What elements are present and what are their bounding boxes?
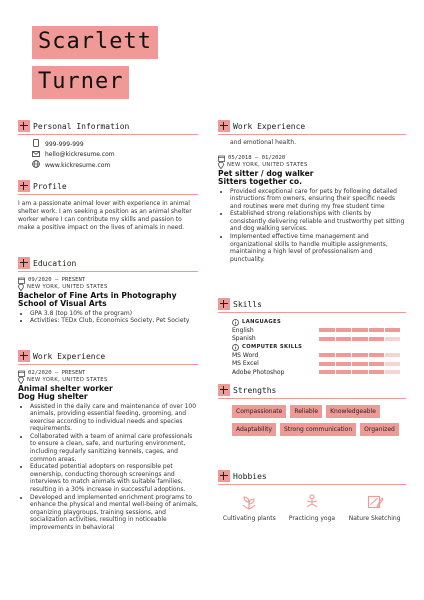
work-location: NEW YORK, UNITED STATES bbox=[218, 162, 406, 170]
section-header bbox=[218, 469, 406, 485]
school-name: School of Visual Arts bbox=[18, 299, 107, 308]
skill-name: Spanish bbox=[232, 335, 256, 343]
work-date: 02/2020 – PRESENT bbox=[18, 369, 198, 377]
work-section-left bbox=[18, 349, 198, 532]
job-title: Animal shelter worker bbox=[18, 383, 113, 393]
section-title: Work Experience bbox=[33, 351, 106, 361]
employer-name: Sitters together co. bbox=[218, 177, 303, 186]
section-title: Hobbies bbox=[233, 471, 267, 481]
website-text[interactable]: www.kickresume.com bbox=[45, 161, 111, 169]
hobby-list bbox=[218, 493, 406, 523]
plus-icon bbox=[18, 180, 30, 192]
skill-row bbox=[232, 335, 400, 344]
calendar-icon bbox=[18, 370, 25, 377]
education-bullets bbox=[18, 310, 198, 325]
profile-text: I am a passionate animal lover with experience in animal shelter work. I am seeking a position as an animal shelter worker where I can contribute my skills and passion to make a positive impact on the lives of animals in need. bbox=[18, 200, 192, 231]
section-title: Skills bbox=[233, 299, 262, 309]
plus-icon bbox=[18, 120, 30, 132]
hobby-item: Nature Sketching bbox=[346, 493, 404, 523]
hobby-item: Practicing yoga bbox=[283, 493, 341, 523]
list-item: • Collaborated with a team of animal care professionals to ensure a clean, safe, and nurturing environment, including regularly sanitizing kennels, cages, and common areas. bbox=[30, 433, 198, 463]
skill-name: MS Word bbox=[232, 351, 259, 359]
sketch-icon bbox=[366, 493, 384, 511]
list-item: • Implemented effective time management and organizational skills to handle multiple assignments, maintaining a high level of professionalism and punctuality. bbox=[230, 233, 406, 263]
phone-icon bbox=[32, 139, 40, 151]
personal-section bbox=[18, 119, 198, 172]
work-bullets bbox=[18, 403, 198, 532]
list-item: • Developed and implemented enrichment programs to enhance the physical and mental well-being of animals, organizing playgroups, training sessions, and socialization activities, resulting in noticeable improvements in behavioral bbox=[30, 494, 198, 532]
work-section-right bbox=[218, 119, 406, 263]
section-header bbox=[18, 256, 198, 272]
skill-level-bar bbox=[319, 370, 400, 374]
strength-tags bbox=[218, 405, 406, 436]
hobbies-section bbox=[218, 469, 406, 523]
section-header bbox=[218, 297, 406, 313]
plus-icon bbox=[18, 350, 30, 362]
list-item: • GPA 3.8 (top 10% of the program) bbox=[30, 310, 198, 318]
section-title: Profile bbox=[33, 181, 67, 191]
strength-tag: Adaptability bbox=[232, 423, 276, 436]
skill-level-fill bbox=[319, 328, 400, 332]
calendar-icon bbox=[18, 277, 25, 284]
section-header bbox=[18, 349, 198, 365]
plus-icon bbox=[218, 298, 230, 310]
strengths-section bbox=[218, 383, 406, 436]
strength-tag: Strong communication bbox=[280, 423, 356, 436]
skill-row bbox=[232, 368, 400, 377]
strength-tag: Organized bbox=[360, 423, 399, 436]
section-header bbox=[18, 179, 198, 195]
skill-name: MS Excel bbox=[232, 360, 259, 368]
list-item: • Established strong relationships with clients by consistently delivering reliable and trustworthy pet sitting and dog walking services. bbox=[230, 210, 406, 233]
strength-tag: Reliable bbox=[290, 405, 322, 418]
job-title: Pet sitter / dog walker bbox=[218, 168, 314, 178]
languages-label: LANGUAGES bbox=[232, 318, 400, 326]
phone-text: 999-999-999 bbox=[45, 140, 84, 148]
mail-icon bbox=[32, 151, 40, 161]
hobby-item: Cultivating plants bbox=[220, 493, 278, 523]
plus-icon bbox=[218, 384, 230, 396]
website-row[interactable] bbox=[32, 160, 198, 172]
plus-icon bbox=[218, 120, 230, 132]
skill-level-bar bbox=[319, 328, 400, 332]
info-icon bbox=[232, 344, 239, 351]
skill-level-bar bbox=[319, 337, 400, 341]
plus-icon bbox=[18, 257, 30, 269]
skill-name: English bbox=[232, 326, 254, 334]
work-bullets bbox=[218, 188, 406, 264]
email-row[interactable] bbox=[32, 151, 198, 161]
calendar-icon bbox=[218, 155, 225, 162]
education-location: NEW YORK, UNITED STATES bbox=[18, 284, 198, 292]
list-item: • Educated potential adopters on responsible pet ownership, conducting thorough screenings and interviews to match animals with suitable families, resulting in a 30% increase in successful adoptions. bbox=[30, 463, 198, 493]
skill-row bbox=[232, 360, 400, 369]
skill-level-bar bbox=[319, 362, 400, 366]
section-header bbox=[18, 119, 198, 135]
section-title: Education bbox=[33, 258, 77, 268]
work-date: 05/2018 – 01/2020 bbox=[218, 154, 406, 162]
section-title: Work Experience bbox=[233, 121, 306, 131]
skill-level-bar bbox=[319, 353, 400, 357]
info-icon bbox=[232, 319, 239, 326]
computer-skills-label: COMPUTER SKILLS bbox=[232, 343, 400, 351]
list-item: • Assisted in the daily care and maintenance of over 100 animals, providing essential feeding, grooming, and exercise according to individual needs and species requirements. bbox=[30, 403, 198, 433]
strength-tag: Compassionate bbox=[232, 405, 286, 418]
plant-icon bbox=[240, 493, 258, 511]
list-item: • Activities: TEDx Club, Economics Society, Pet Society bbox=[30, 317, 198, 325]
section-header bbox=[218, 383, 406, 399]
phone-row bbox=[32, 139, 198, 151]
first-name: Scarlett bbox=[32, 26, 158, 59]
globe-icon bbox=[32, 160, 40, 172]
skills-section bbox=[218, 297, 406, 377]
education-section bbox=[18, 256, 198, 325]
last-name: Turner bbox=[32, 66, 129, 99]
education-date: 09/2020 – PRESENT bbox=[18, 276, 198, 284]
work-continued-text: and emotional health. bbox=[230, 139, 297, 146]
plus-icon bbox=[218, 470, 230, 482]
profile-section bbox=[18, 179, 198, 232]
section-title: Personal Information bbox=[33, 121, 130, 131]
skill-name: Adobe Photoshop bbox=[232, 368, 285, 376]
skill-row bbox=[232, 326, 400, 335]
section-title: Strengths bbox=[233, 385, 277, 395]
email-text[interactable]: hello@kickresume.com bbox=[45, 151, 115, 158]
employer-name: Dog Hug shelter bbox=[18, 392, 88, 401]
skill-row bbox=[232, 351, 400, 360]
work-location: NEW YORK, UNITED STATES bbox=[18, 377, 198, 385]
list-item: • Provided exceptional care for pets by following detailed instructions from owners, ensuring their specific needs and routines were met during my free student time bbox=[230, 188, 406, 211]
degree-title: Bachelor of Fine Arts in Photography bbox=[18, 290, 177, 300]
strength-tag: Knowledgeable bbox=[326, 405, 380, 418]
section-header bbox=[218, 119, 406, 135]
yoga-icon bbox=[303, 493, 321, 511]
